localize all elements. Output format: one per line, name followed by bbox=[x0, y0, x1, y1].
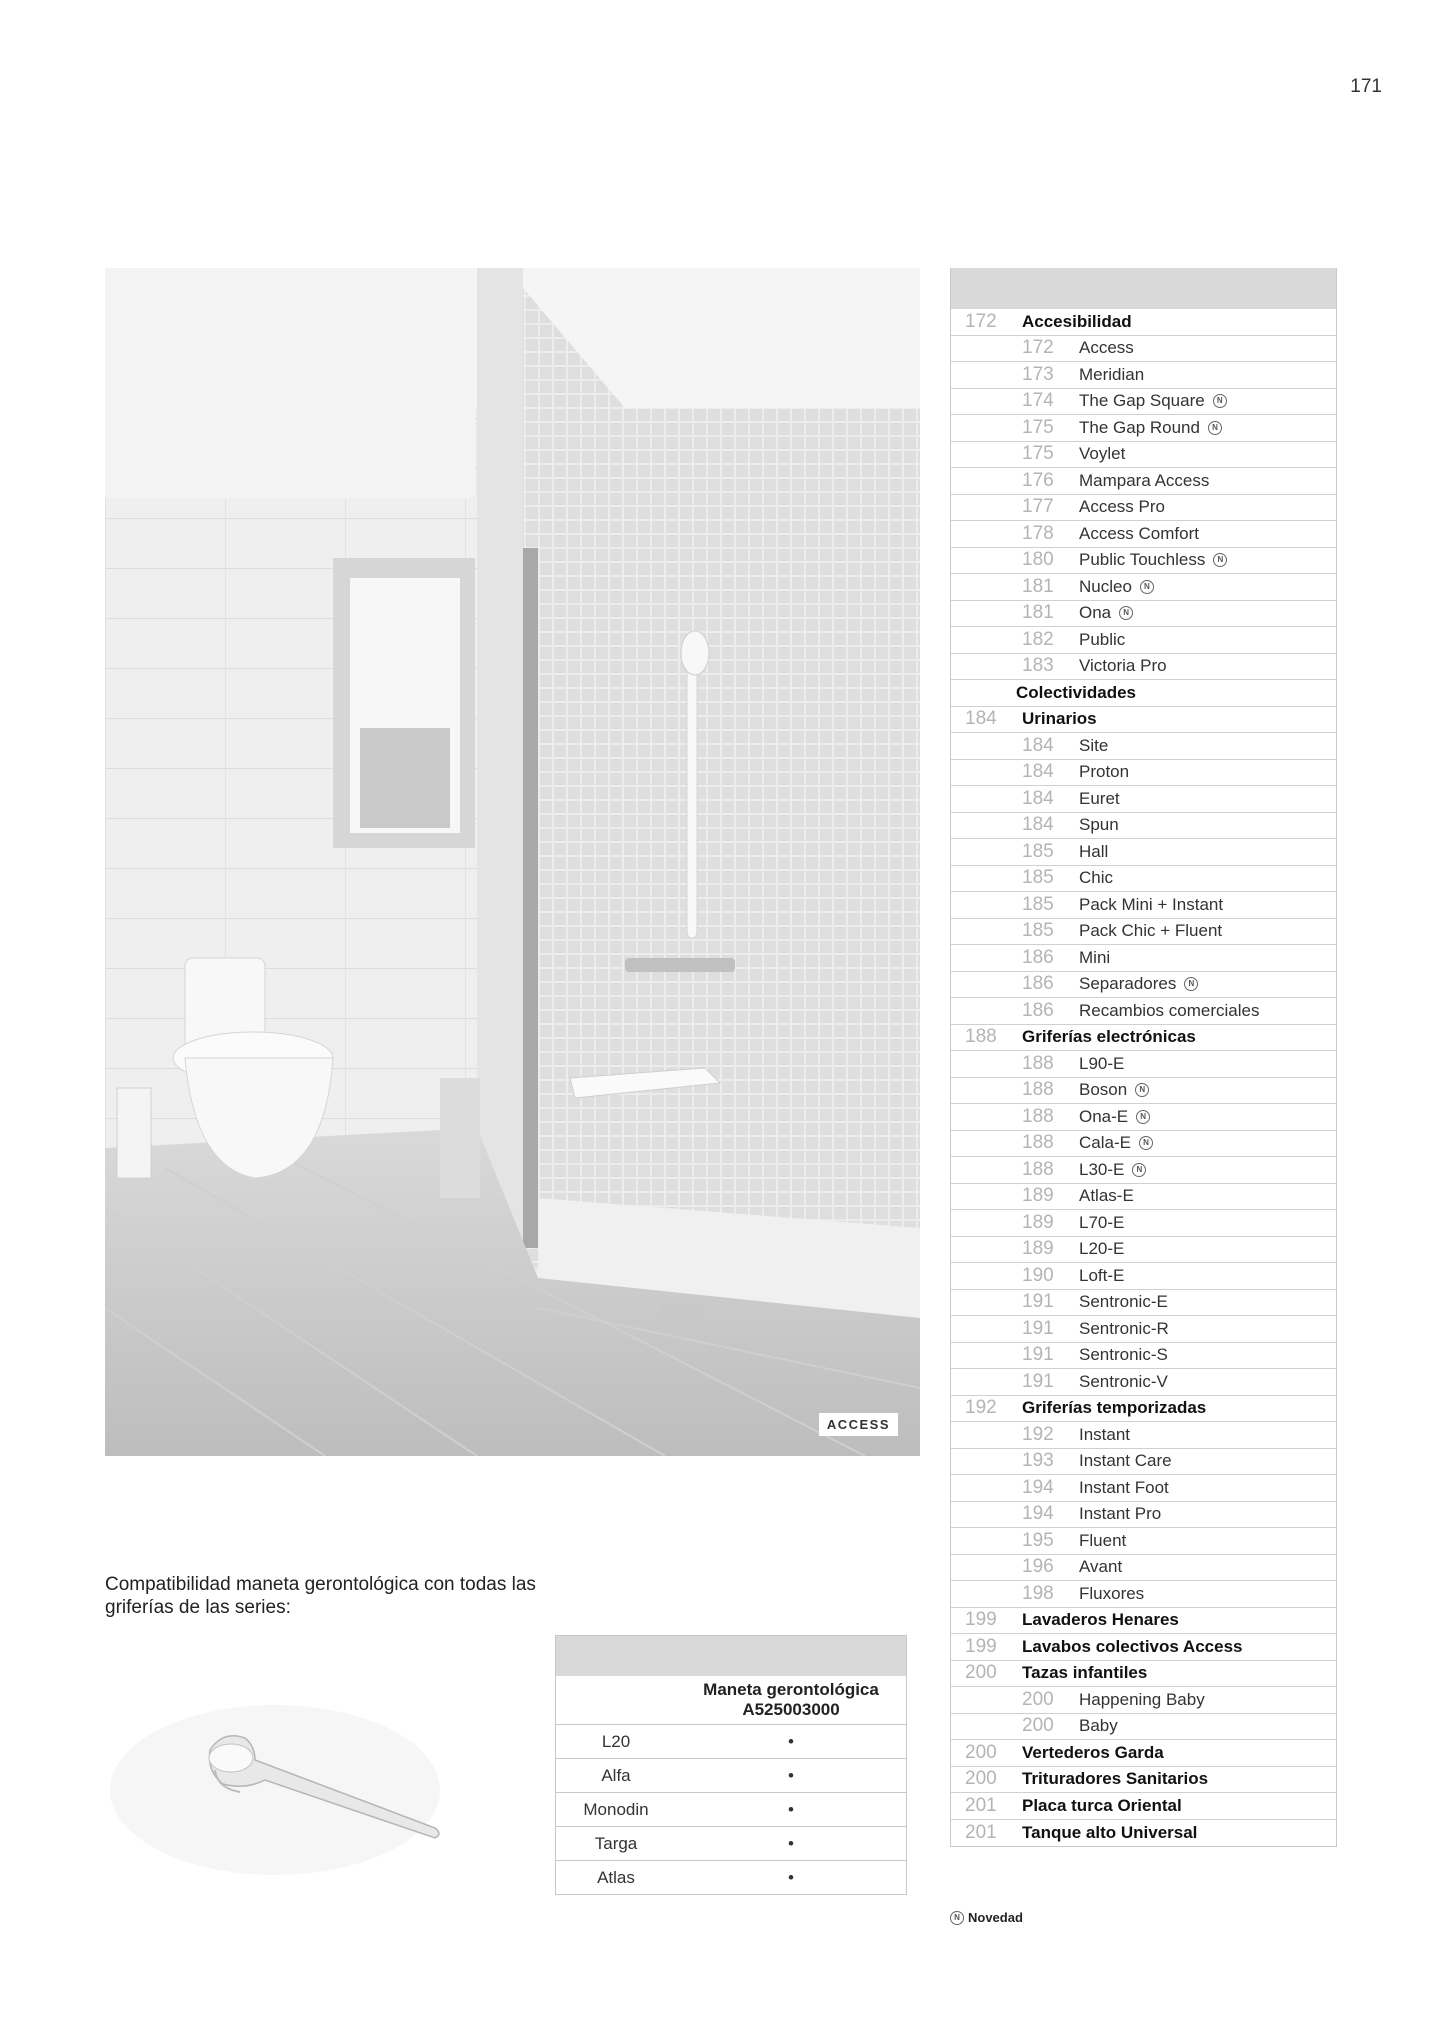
new-badge-icon: N bbox=[1213, 394, 1227, 408]
index-label: Atlas-E bbox=[1079, 1186, 1134, 1206]
index-row bbox=[951, 1131, 1336, 1158]
index-row bbox=[951, 336, 1336, 363]
index-label: L90-E bbox=[1079, 1053, 1125, 1073]
index-row bbox=[951, 1104, 1336, 1131]
index-row bbox=[951, 839, 1336, 866]
index-row bbox=[951, 866, 1336, 893]
index-section-heading bbox=[951, 680, 1336, 707]
index-label: Voylet bbox=[1079, 444, 1126, 464]
index-page-number: 188 bbox=[1022, 1132, 1054, 1154]
index-row bbox=[951, 1634, 1336, 1661]
compat-mark: • bbox=[788, 1833, 794, 1853]
index-label: Mini bbox=[1079, 947, 1111, 967]
index-page-number: 190 bbox=[1022, 1264, 1054, 1286]
index-label: Access Pro bbox=[1079, 497, 1165, 517]
new-badge-icon: N bbox=[1135, 1083, 1149, 1097]
compat-mark: • bbox=[788, 1731, 794, 1751]
index-label: Spun bbox=[1079, 815, 1119, 835]
index-label: Vertederos Garda bbox=[1022, 1742, 1164, 1762]
index-label: Fluxores bbox=[1079, 1583, 1145, 1603]
index-row bbox=[951, 1608, 1336, 1635]
index-label: Sentronic-V bbox=[1079, 1371, 1168, 1391]
index-page-number: 172 bbox=[1022, 337, 1054, 359]
index-page-number: 173 bbox=[1022, 363, 1054, 385]
index-label: L30-E bbox=[1079, 1159, 1125, 1179]
table-row bbox=[556, 1759, 906, 1793]
index-page-number: 183 bbox=[1022, 655, 1054, 677]
index-label: Trituradores Sanitarios bbox=[1022, 1769, 1209, 1789]
index-page-number: 184 bbox=[965, 708, 997, 730]
index-row bbox=[951, 521, 1336, 548]
index-page-number: 200 bbox=[1022, 1715, 1054, 1737]
index-page-number: 175 bbox=[1022, 443, 1054, 465]
index-row bbox=[951, 1475, 1336, 1502]
new-badge-icon: N bbox=[1208, 421, 1222, 435]
index-label: Public Touchless bbox=[1079, 550, 1206, 570]
index-row bbox=[951, 1184, 1336, 1211]
index-row bbox=[951, 442, 1336, 469]
index-page-number: 184 bbox=[1022, 814, 1054, 836]
index-page-number: 181 bbox=[1022, 575, 1054, 597]
index-header-band bbox=[951, 268, 1336, 309]
index-row bbox=[951, 1422, 1336, 1449]
index-row bbox=[951, 1449, 1336, 1476]
index-label: Meridian bbox=[1079, 364, 1145, 384]
index-label: Separadores bbox=[1079, 974, 1177, 994]
index-label: L20-E bbox=[1079, 1239, 1125, 1259]
index-page-number: 199 bbox=[965, 1609, 997, 1631]
index-row bbox=[951, 601, 1336, 628]
index-page-number: 191 bbox=[1022, 1291, 1054, 1313]
index-page-number: 188 bbox=[1022, 1052, 1054, 1074]
index-row bbox=[951, 1157, 1336, 1184]
new-badge-icon: N bbox=[1140, 580, 1154, 594]
index-label: Loft-E bbox=[1079, 1265, 1125, 1285]
index-label: Fluent bbox=[1079, 1530, 1127, 1550]
index-row bbox=[951, 1555, 1336, 1582]
index-row bbox=[951, 389, 1336, 416]
index-row bbox=[951, 707, 1336, 734]
index-page-number: 175 bbox=[1022, 416, 1054, 438]
index-page-number: 194 bbox=[1022, 1503, 1054, 1525]
index-page-number: 193 bbox=[1022, 1450, 1054, 1472]
compat-mark: • bbox=[788, 1799, 794, 1819]
index-page-number: 201 bbox=[965, 1821, 997, 1843]
compat-mark: • bbox=[788, 1867, 794, 1887]
index-page-number: 185 bbox=[1022, 867, 1054, 889]
index-label: Ona bbox=[1079, 603, 1112, 623]
index-page-number: 184 bbox=[1022, 734, 1054, 756]
index-page-number: 180 bbox=[1022, 549, 1054, 571]
index-label: Griferías temporizadas bbox=[1022, 1398, 1207, 1418]
index-label: Public bbox=[1079, 629, 1126, 649]
index-row bbox=[951, 1078, 1336, 1105]
index-row bbox=[951, 760, 1336, 787]
index-label: Site bbox=[1079, 735, 1109, 755]
index-row bbox=[951, 468, 1336, 495]
index-label: Recambios comerciales bbox=[1079, 1000, 1260, 1020]
index-row bbox=[951, 945, 1336, 972]
table-row bbox=[556, 1861, 906, 1894]
new-badge-icon: N bbox=[950, 1911, 964, 1925]
index-page-number: 185 bbox=[1022, 920, 1054, 942]
index-row bbox=[951, 1343, 1336, 1370]
index-page-number: 186 bbox=[1022, 999, 1054, 1021]
index-page-number: 194 bbox=[1022, 1476, 1054, 1498]
table-row bbox=[556, 1793, 906, 1827]
index-label: Access bbox=[1079, 338, 1134, 358]
index-row bbox=[951, 548, 1336, 575]
index-row bbox=[951, 1687, 1336, 1714]
index-row bbox=[951, 1210, 1336, 1237]
index-row bbox=[951, 1528, 1336, 1555]
index-label: Placa turca Oriental bbox=[1022, 1795, 1182, 1815]
index-label: Mampara Access bbox=[1079, 470, 1210, 490]
index-label: The Gap Square bbox=[1079, 391, 1205, 411]
index-page-number: 172 bbox=[965, 310, 997, 332]
index-label: Sentronic-E bbox=[1079, 1292, 1168, 1312]
index-row bbox=[951, 1316, 1336, 1343]
index-row bbox=[951, 1820, 1336, 1847]
page-number: 171 bbox=[1350, 76, 1382, 97]
new-badge-icon: N bbox=[1132, 1163, 1146, 1177]
index-row bbox=[951, 786, 1336, 813]
index-label: Tanque alto Universal bbox=[1022, 1822, 1198, 1842]
index-label: Urinarios bbox=[1022, 709, 1097, 729]
index-row bbox=[951, 495, 1336, 522]
product-index bbox=[950, 268, 1337, 1847]
index-row bbox=[951, 362, 1336, 389]
index-row bbox=[951, 1740, 1336, 1767]
index-page-number: 200 bbox=[965, 1768, 997, 1790]
index-page-number: 185 bbox=[1022, 840, 1054, 862]
index-row bbox=[951, 972, 1336, 999]
lever-handle-image bbox=[105, 1680, 455, 1880]
new-badge-icon: N bbox=[1119, 606, 1133, 620]
index-page-number: 177 bbox=[1022, 496, 1054, 518]
series-name: Targa bbox=[594, 1833, 638, 1853]
index-row bbox=[951, 1767, 1336, 1794]
index-page-number: 195 bbox=[1022, 1529, 1054, 1551]
index-page-number: 188 bbox=[965, 1026, 997, 1048]
index-page-number: 178 bbox=[1022, 522, 1054, 544]
index-row bbox=[951, 813, 1336, 840]
series-name: Atlas bbox=[597, 1867, 635, 1887]
index-row bbox=[951, 919, 1336, 946]
index-rows bbox=[951, 309, 1336, 1846]
index-label: Chic bbox=[1079, 868, 1114, 888]
bathroom-illustration bbox=[105, 268, 920, 1456]
compat-mark: • bbox=[788, 1765, 794, 1785]
index-row bbox=[951, 1263, 1336, 1290]
compatibility-caption: Compatibilidad maneta gerontológica con todas las griferías de las series: bbox=[105, 1574, 536, 1618]
index-page-number: 174 bbox=[1022, 390, 1054, 412]
index-row bbox=[951, 733, 1336, 760]
bathroom-photo bbox=[105, 268, 920, 1456]
index-page-number: 186 bbox=[1022, 946, 1054, 968]
index-label: Sentronic-S bbox=[1079, 1345, 1168, 1365]
index-label: L70-E bbox=[1079, 1212, 1125, 1232]
index-page-number: 176 bbox=[1022, 469, 1054, 491]
index-row bbox=[951, 1581, 1336, 1608]
index-row bbox=[951, 1793, 1336, 1820]
new-badge-icon: N bbox=[1184, 977, 1198, 991]
collection-badge: ACCESS bbox=[819, 1413, 898, 1436]
table-row bbox=[556, 1725, 906, 1759]
index-label: Tazas infantiles bbox=[1022, 1663, 1148, 1683]
index-page-number: 189 bbox=[1022, 1238, 1054, 1260]
index-page-number: 191 bbox=[1022, 1370, 1054, 1392]
index-page-number: 181 bbox=[1022, 602, 1054, 624]
index-page-number: 184 bbox=[1022, 761, 1054, 783]
series-name: Alfa bbox=[601, 1765, 631, 1785]
index-label: Lavaderos Henares bbox=[1022, 1610, 1179, 1630]
index-row bbox=[951, 1714, 1336, 1741]
index-label: The Gap Round bbox=[1079, 417, 1200, 437]
index-page-number: 188 bbox=[1022, 1079, 1054, 1101]
index-row bbox=[951, 1025, 1336, 1052]
index-label: Avant bbox=[1079, 1557, 1123, 1577]
index-page-number: 188 bbox=[1022, 1105, 1054, 1127]
index-label: Happening Baby bbox=[1079, 1689, 1205, 1709]
new-badge-icon: N bbox=[1139, 1136, 1153, 1150]
index-label: Cala-E bbox=[1079, 1133, 1131, 1153]
index-label: Proton bbox=[1079, 762, 1130, 782]
index-label: Boson bbox=[1079, 1080, 1128, 1100]
index-page-number: 185 bbox=[1022, 893, 1054, 915]
index-label: Sentronic-R bbox=[1079, 1318, 1169, 1338]
index-label: Instant bbox=[1079, 1424, 1131, 1444]
index-page-number: 198 bbox=[1022, 1582, 1054, 1604]
index-label: Lavabos colectivos Access bbox=[1022, 1636, 1243, 1656]
index-row bbox=[951, 1661, 1336, 1688]
index-row bbox=[951, 1502, 1336, 1529]
new-badge-icon: N bbox=[1136, 1110, 1150, 1124]
index-label: Instant Foot bbox=[1079, 1477, 1169, 1497]
index-page-number: 186 bbox=[1022, 973, 1054, 995]
table-header-band bbox=[556, 1636, 906, 1676]
index-label: Baby bbox=[1079, 1716, 1118, 1736]
index-label: Griferías electrónicas bbox=[1022, 1027, 1196, 1047]
column-header-lever: Maneta gerontológica A525003000 bbox=[703, 1680, 879, 1719]
index-page-number: 196 bbox=[1022, 1556, 1054, 1578]
legend bbox=[950, 1910, 1023, 1925]
index-page-number: 192 bbox=[965, 1397, 997, 1419]
index-page-number: 199 bbox=[965, 1635, 997, 1657]
index-page-number: 200 bbox=[965, 1741, 997, 1763]
legend-label: Novedad bbox=[968, 1910, 1023, 1925]
index-label: Access Comfort bbox=[1079, 523, 1199, 543]
index-label: Pack Mini + Instant bbox=[1079, 894, 1224, 914]
index-row bbox=[951, 998, 1336, 1025]
table-column-header bbox=[556, 1676, 906, 1725]
index-row bbox=[951, 627, 1336, 654]
index-page-number: 189 bbox=[1022, 1185, 1054, 1207]
index-page-number: 182 bbox=[1022, 628, 1054, 650]
index-row bbox=[951, 1051, 1336, 1078]
index-row bbox=[951, 1369, 1336, 1396]
index-label: Victoria Pro bbox=[1079, 656, 1167, 676]
index-page-number: 200 bbox=[1022, 1688, 1054, 1710]
index-label: Nucleo bbox=[1079, 576, 1132, 596]
new-badge-icon: N bbox=[1213, 553, 1227, 567]
index-row bbox=[951, 1237, 1336, 1264]
index-page-number: 192 bbox=[1022, 1423, 1054, 1445]
index-row bbox=[951, 1290, 1336, 1317]
index-row bbox=[951, 415, 1336, 442]
index-label: Accesibilidad bbox=[1022, 311, 1132, 331]
index-label: Instant Pro bbox=[1079, 1504, 1162, 1524]
index-page-number: 184 bbox=[1022, 787, 1054, 809]
index-label: Pack Chic + Fluent bbox=[1079, 921, 1223, 941]
index-row bbox=[951, 654, 1336, 681]
index-row bbox=[951, 892, 1336, 919]
index-label: Hall bbox=[1079, 841, 1109, 861]
index-row bbox=[951, 309, 1336, 336]
index-label: Instant Care bbox=[1079, 1451, 1172, 1471]
series-name: Monodin bbox=[583, 1799, 649, 1819]
index-page-number: 200 bbox=[965, 1662, 997, 1684]
index-page-number: 191 bbox=[1022, 1344, 1054, 1366]
index-row bbox=[951, 1396, 1336, 1423]
table-row bbox=[556, 1827, 906, 1861]
index-page-number: 201 bbox=[965, 1794, 997, 1816]
index-row bbox=[951, 574, 1336, 601]
index-page-number: 188 bbox=[1022, 1158, 1054, 1180]
compatibility-table bbox=[555, 1635, 907, 1895]
index-label: Colectividades bbox=[1016, 682, 1136, 702]
series-name: L20 bbox=[601, 1731, 631, 1751]
index-page-number: 191 bbox=[1022, 1317, 1054, 1339]
index-label: Euret bbox=[1079, 788, 1120, 808]
index-page-number: 189 bbox=[1022, 1211, 1054, 1233]
index-label: Ona-E bbox=[1079, 1106, 1129, 1126]
